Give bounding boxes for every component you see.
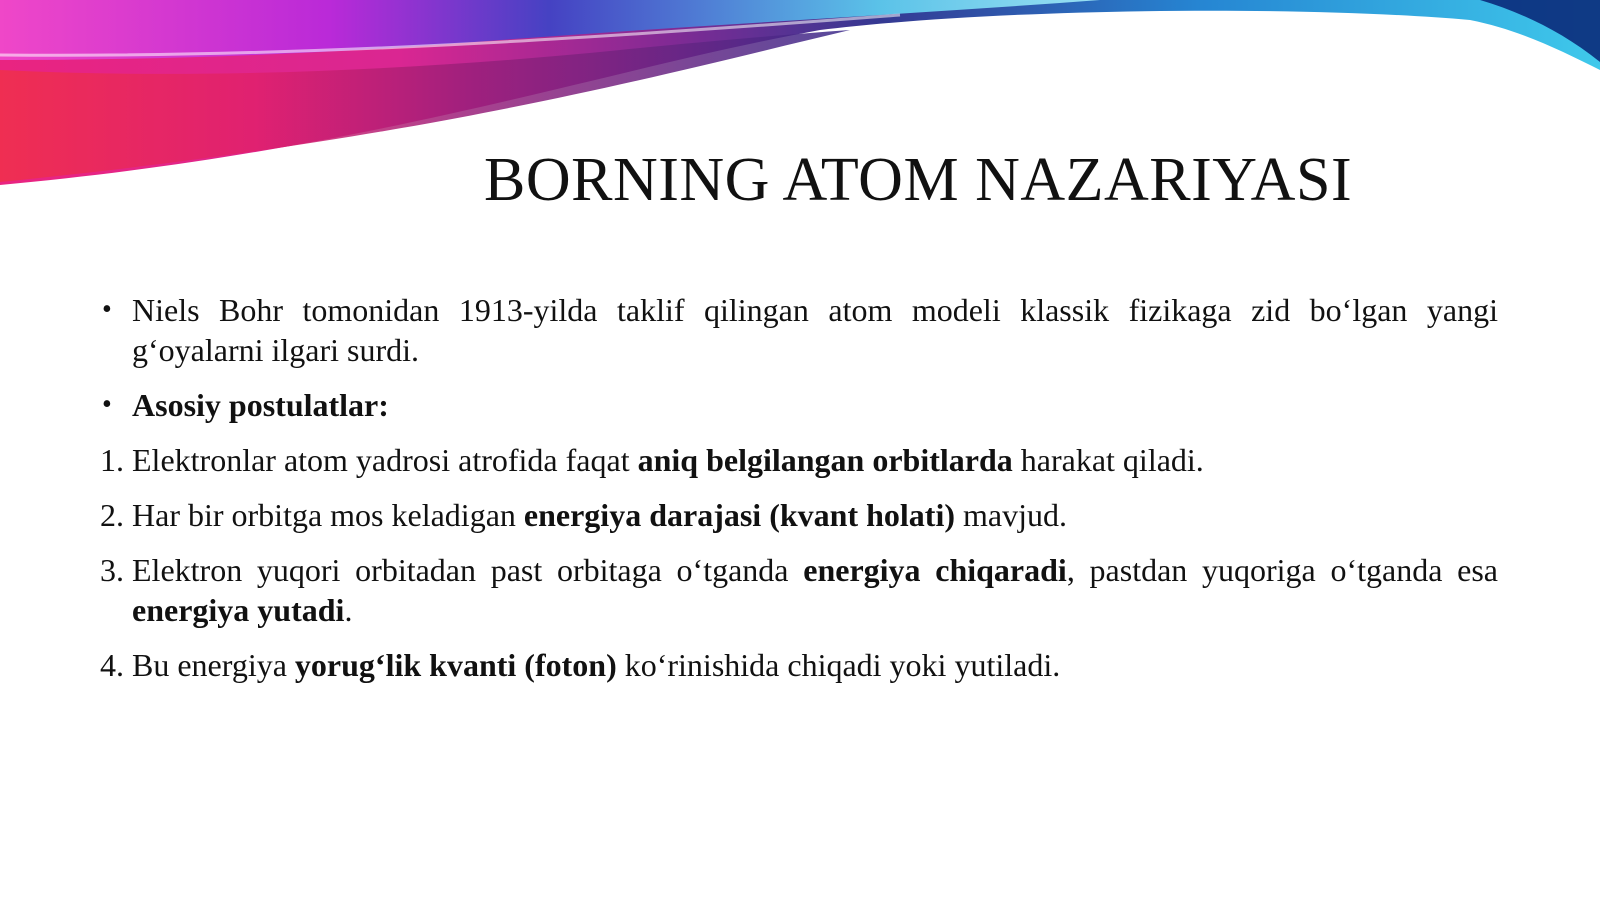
postulate-text: Bu energiya yorug‘lik kvanti (foton) ko‘rinishida chiqadi yoki yutiladi. <box>132 647 1061 683</box>
emphasis: yorug‘lik kvanti (foton) <box>294 647 617 683</box>
bullet-marker: • <box>102 294 112 325</box>
postulate-text: Elektronlar atom yadrosi atrofida faqat aniq belgilangan orbitlarda harakat qiladi. <box>132 442 1204 478</box>
list-number: 3. <box>100 552 124 588</box>
postulate-text: Har bir orbitga mos keladigan energiya darajasi (kvant holati) mavjud. <box>132 497 1067 533</box>
intro-text: Niels Bohr tomonidan 1913-yilda taklif qilingan atom modeli klassik fizikaga zid bo‘lgan yangi g‘oyalarni ilgari surdi. <box>132 292 1498 368</box>
postulates-heading-bullet <box>100 385 1498 425</box>
slide-title: BORNING ATOM NAZARIYASI <box>484 146 1353 214</box>
slide-body <box>100 290 1498 700</box>
postulate-item-4 <box>100 645 1498 685</box>
list-number: 2. <box>100 497 124 533</box>
postulates-heading: Asosiy postulatlar: <box>132 387 389 423</box>
postulate-item-1 <box>100 440 1498 480</box>
postulate-item-2 <box>100 495 1498 535</box>
emphasis: aniq belgilangan orbitlarda <box>637 442 1013 478</box>
emphasis: energiya yutadi <box>132 592 345 628</box>
postulate-item-3 <box>100 550 1498 630</box>
emphasis: energiya chiqaradi <box>803 552 1067 588</box>
intro-bullet <box>100 290 1498 370</box>
list-number: 4. <box>100 647 124 683</box>
emphasis: energiya darajasi (kvant holati) <box>523 497 955 533</box>
postulate-text: Elektron yuqori orbitadan past orbitaga o‘tganda energiya chiqaradi, pastdan yuqoriga o‘tganda esa energiya yutadi. <box>132 552 1499 628</box>
bullet-marker: • <box>102 389 112 420</box>
list-number: 1. <box>100 442 124 478</box>
